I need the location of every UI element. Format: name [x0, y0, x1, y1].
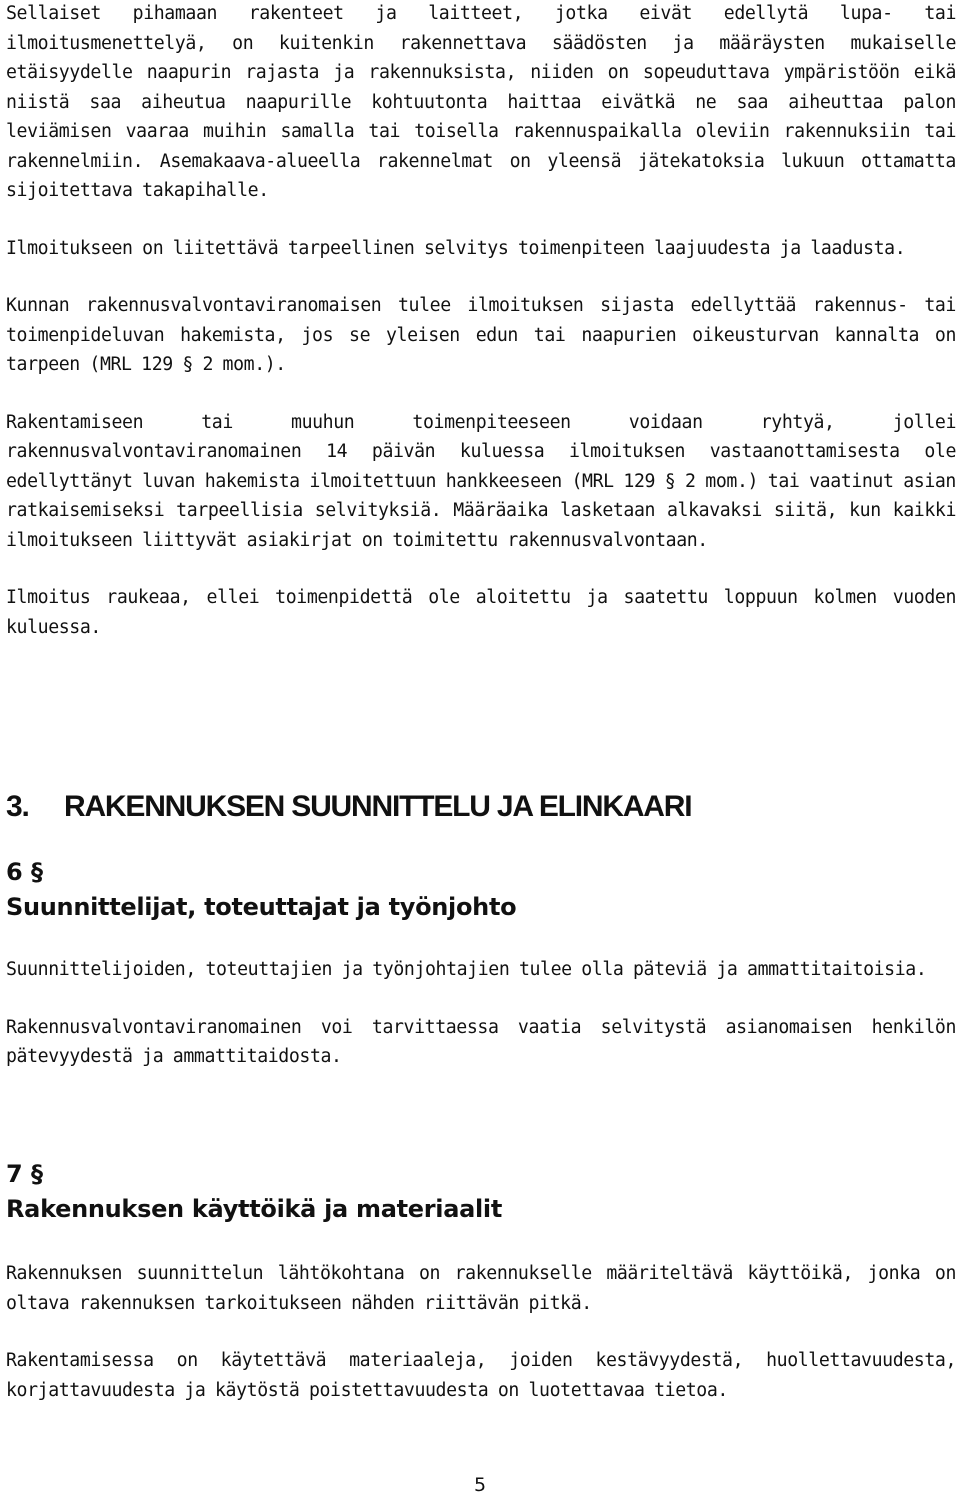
- paragraph-kayttoika: Rakennuksen suunnittelun lähtökohtana on rakennukselle määriteltävä käyttöikä, jonka on oltava rakennuksen tarkoitukseen nähden riittävän pitkä.: [6, 1263, 956, 1314]
- section-6-body: [6, 955, 956, 1100]
- paragraph-patevyys-selvitys: Rakennusvalvontaviranomainen voi tarvittaessa vaatia selvitystä asianomaisen henkilön pätevyydestä ja ammattitaidosta.: [6, 1016, 956, 1067]
- chapter-number: 3.: [6, 790, 29, 823]
- paragraph-kunnan-viranomainen: Kunnan rakennusvalvontaviranomaisen tulee ilmoituksen sijasta edellyttää rakennus- tai toimenpideluvan hakemista, jos se yleisen edun tai naapurien oikeusturvan kannalta on tarpeen (MRL 129 § 2 mom.).: [6, 295, 956, 375]
- paragraph-suunnittelijat-patevia: Suunnittelijoiden, toteuttajien ja työnjohtajien tulee olla päteviä ja ammattitaitoisia.: [6, 959, 927, 980]
- section-6-number: 6 §: [6, 858, 44, 886]
- chapter-title: RAKENNUKSEN SUUNNITTELU JA ELINKAARI: [64, 790, 692, 823]
- paragraph-ilmoitus-raukeaa: Ilmoitus raukeaa, ellei toimenpidettä ole aloitettu ja saatettu loppuun kolmen vuoden kuluessa.: [6, 587, 956, 638]
- paragraph-pihamaan-rakenteet: Sellaiset pihamaan rakenteet ja laitteet, jotka eivät edellytä lupa- tai ilmoitusmenettelyä, on kuitenkin rakennettava säädösten ja määräysten mukaiselle etäisyydelle naapurin rajasta ja rakennuksista, niiden on sopeuduttava ympäristöön eikä niistä saa aiheutua naapurille kohtuutonta haittaa eivätkä ne saa aiheuttaa palon leviämisen vaaraa muihin samalla tai toisella rakennuspaikalla oleviin rakennuksiin tai rakennelmiin. Asemakaava-alueella rakennelmat on yleensä jätekatoksia lukuun ottamatta sijoitettava takapihalle.: [6, 3, 956, 201]
- section-6-title: Suunnittelijat, toteuttajat ja työnjohto: [6, 893, 517, 921]
- section-7-title: Rakennuksen käyttöikä ja materiaalit: [6, 1195, 503, 1223]
- paragraph-rakentamiseen-ryhtya: Rakentamiseen tai muuhun toimenpiteeseen voidaan ryhtyä, jollei rakennusvalvontaviranomainen 14 päivän kuluessa ilmoituksen vastaanottamisesta ole edellyttänyt luvan hakemista ilmoitettuun hankkeeseen (MRL 129 § 2 mom.) tai vaatinut asian ratkaisemiseksi tarpeellisia selvityksiä. Määräaika lasketaan alkavaksi siitä, kun kaikki ilmoitukseen liittyvät asiakirjat on toimitettu rakennusvalvontaan.: [6, 411, 956, 551]
- top-text-block: [6, 0, 956, 670]
- chapter-heading: [6, 790, 691, 824]
- paragraph-ilmoitukseen-liitettava: Ilmoitukseen on liitettävä tarpeellinen selvitys toimenpiteen laajuudesta ja laadusta.: [6, 237, 906, 259]
- section-7-number: 7 §: [6, 1160, 44, 1188]
- section-7-body: [6, 1259, 956, 1433]
- page-number: 5: [474, 1474, 487, 1496]
- paragraph-materiaalit: Rakentamisessa on käytettävä materiaaleja, joiden kestävyydestä, huollettavuudesta, korjattavuudesta ja käytöstä poistettavuudesta on luotettavaa tietoa.: [6, 1350, 956, 1401]
